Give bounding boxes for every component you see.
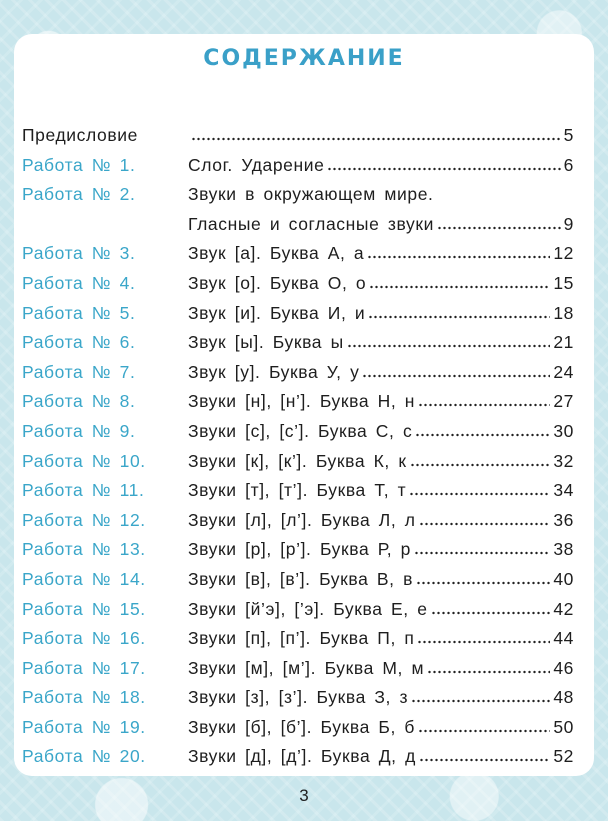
toc-row bbox=[22, 210, 574, 240]
toc-entry-title: Звуки [к], [к’]. Буква К, к bbox=[188, 450, 407, 471]
toc-entry bbox=[188, 125, 574, 146]
toc-page-number: 36 bbox=[553, 509, 574, 530]
table-of-contents bbox=[22, 121, 574, 772]
dot-leader bbox=[418, 719, 550, 733]
toc-entry-title: Звуки [л], [л’]. Буква Л, л bbox=[188, 509, 416, 530]
toc-page-number: 46 bbox=[553, 657, 574, 678]
toc-row bbox=[22, 742, 574, 772]
toc-page-number: 42 bbox=[553, 598, 574, 619]
dot-leader bbox=[417, 630, 550, 644]
toc-row bbox=[22, 387, 574, 417]
toc-work-label: Работа № 20. bbox=[22, 746, 146, 767]
toc-entry-title: Звуки [м], [м’]. Буква М, м bbox=[188, 657, 425, 678]
toc-row bbox=[22, 624, 574, 654]
toc-page-number: 30 bbox=[553, 420, 574, 441]
dot-leader bbox=[418, 393, 550, 407]
toc-entry-title: Звуки [н], [н’]. Буква Н, н bbox=[188, 391, 416, 412]
toc-work-label: Работа № 8. bbox=[22, 391, 136, 412]
toc-page-number: 44 bbox=[553, 628, 574, 649]
toc-work-label: Работа № 5. bbox=[22, 302, 136, 323]
dot-leader bbox=[411, 689, 550, 703]
toc-entry-title: Слог. Ударение bbox=[188, 154, 325, 175]
toc-entry bbox=[188, 687, 574, 708]
toc-work-label: Работа № 4. bbox=[22, 272, 136, 293]
toc-page-number: 34 bbox=[553, 480, 574, 501]
dot-leader bbox=[415, 423, 550, 437]
toc-entry bbox=[188, 628, 574, 649]
toc-row bbox=[22, 358, 574, 388]
toc-work-label: Работа № 3. bbox=[22, 243, 136, 264]
toc-entry-title: Гласные и согласные звуки bbox=[188, 213, 434, 234]
dot-leader bbox=[414, 541, 550, 555]
toc-row bbox=[22, 417, 574, 447]
toc-entry bbox=[188, 303, 574, 324]
toc-page-number: 18 bbox=[553, 302, 574, 323]
dot-leader bbox=[369, 275, 550, 289]
toc-page-number: 38 bbox=[553, 539, 574, 560]
page-title: СОДЕРЖАНИЕ bbox=[203, 46, 405, 71]
toc-entry-title: Звуки [с], [с’]. Буква С, с bbox=[188, 420, 413, 441]
toc-work-label: Работа № 13. bbox=[22, 539, 146, 560]
toc-row bbox=[22, 269, 574, 299]
toc-entry bbox=[188, 599, 574, 620]
toc-entry bbox=[188, 391, 574, 412]
dot-leader bbox=[191, 127, 561, 141]
toc-work-label: Работа № 14. bbox=[22, 568, 146, 589]
toc-entry bbox=[188, 539, 574, 560]
toc-page-number: 21 bbox=[553, 332, 574, 353]
toc-row bbox=[22, 180, 574, 210]
toc-row bbox=[22, 565, 574, 595]
toc-entry-title: Звуки [з], [з’]. Буква З, з bbox=[188, 687, 409, 708]
dot-leader bbox=[327, 157, 560, 171]
toc-row bbox=[22, 151, 574, 181]
toc-work-label: Работа № 12. bbox=[22, 509, 146, 530]
toc-work-label: Работа № 9. bbox=[22, 420, 136, 441]
toc-entry bbox=[188, 243, 574, 264]
toc-row bbox=[22, 121, 574, 151]
toc-page-number: 48 bbox=[553, 687, 574, 708]
toc-entry-title: Звуки [в], [в’]. Буква В, в bbox=[188, 568, 413, 589]
dot-leader bbox=[410, 453, 551, 467]
dot-leader bbox=[368, 305, 550, 319]
dot-leader bbox=[431, 601, 551, 615]
toc-row bbox=[22, 447, 574, 477]
toc-entry bbox=[188, 155, 574, 176]
toc-entry bbox=[188, 658, 574, 679]
toc-page-number: 12 bbox=[553, 243, 574, 264]
toc-entry bbox=[188, 451, 574, 472]
toc-work-label: Работа № 11. bbox=[22, 480, 145, 501]
toc-row bbox=[22, 299, 574, 329]
toc-row bbox=[22, 595, 574, 625]
toc-work-label: Работа № 6. bbox=[22, 332, 136, 353]
toc-page-number: 9 bbox=[563, 213, 574, 234]
dot-leader bbox=[416, 571, 550, 585]
toc-work-label: Работа № 19. bbox=[22, 716, 146, 737]
toc-entry bbox=[188, 569, 574, 590]
toc-entry bbox=[188, 421, 574, 442]
toc-entry bbox=[188, 510, 574, 531]
toc-entry-title: Звук [а]. Буква А, а bbox=[188, 243, 365, 264]
toc-entry-title: Звуки [т], [т’]. Буква Т, т bbox=[188, 480, 407, 501]
toc-entry bbox=[188, 362, 574, 383]
toc-row bbox=[22, 713, 574, 743]
dot-leader bbox=[409, 482, 550, 496]
toc-page-number: 24 bbox=[553, 361, 574, 382]
toc-entry-title: Звуки [й’э], [’э]. Буква Е, е bbox=[188, 598, 428, 619]
toc-entry bbox=[188, 332, 574, 353]
toc-work-label: Работа № 7. bbox=[22, 361, 136, 382]
dot-leader bbox=[419, 512, 551, 526]
dot-leader bbox=[437, 216, 561, 230]
dot-leader bbox=[347, 334, 551, 348]
toc-entry-title: Звуки [д], [д’]. Буква Д, д bbox=[188, 746, 416, 767]
toc-row bbox=[22, 328, 574, 358]
toc-page-number: 15 bbox=[553, 272, 574, 293]
toc-entry-title: Звуки в окружающем мире. bbox=[188, 184, 434, 205]
toc-page-number: 50 bbox=[553, 716, 574, 737]
toc-work-label: Работа № 17. bbox=[22, 657, 146, 678]
dot-leader bbox=[367, 245, 550, 259]
toc-row bbox=[22, 239, 574, 269]
toc-page-number: 40 bbox=[553, 568, 574, 589]
dot-leader bbox=[362, 364, 550, 378]
toc-entry-title: Звук [и]. Буква И, и bbox=[188, 302, 366, 323]
toc-entry bbox=[188, 273, 574, 294]
page-number: 3 bbox=[299, 786, 309, 805]
dot-leader bbox=[419, 748, 550, 762]
toc-entry bbox=[188, 214, 574, 235]
toc-page-number: 5 bbox=[563, 125, 574, 145]
toc-work-label: Работа № 1. bbox=[22, 154, 136, 175]
toc-page-number: 27 bbox=[553, 391, 574, 412]
toc-page-number: 6 bbox=[563, 154, 574, 175]
toc-row bbox=[22, 535, 574, 565]
toc-entry-title: Звуки [р], [р’]. Буква Р, р bbox=[188, 539, 411, 560]
toc-work-label: Работа № 18. bbox=[22, 687, 146, 708]
toc-work-label: Работа № 10. bbox=[22, 450, 146, 471]
toc-entry-title: Звуки [п], [п’]. Буква П, п bbox=[188, 628, 415, 649]
dot-leader bbox=[427, 660, 550, 674]
toc-entry bbox=[188, 717, 574, 738]
toc-entry-title: Звук [у]. Буква У, у bbox=[188, 361, 360, 382]
toc-entry bbox=[188, 480, 574, 501]
toc-work-label: Работа № 16. bbox=[22, 628, 146, 649]
toc-row bbox=[22, 476, 574, 506]
toc-page-number: 32 bbox=[553, 450, 574, 471]
toc-work-label: Предисловие bbox=[22, 125, 138, 145]
toc-entry bbox=[188, 184, 574, 205]
toc-entry-title: Звуки [б], [б’]. Буква Б, б bbox=[188, 716, 415, 737]
toc-entry-title: Звук [о]. Буква О, о bbox=[188, 272, 367, 293]
toc-row bbox=[22, 654, 574, 684]
toc-row bbox=[22, 683, 574, 713]
toc-work-label: Работа № 2. bbox=[22, 184, 136, 205]
toc-entry bbox=[188, 746, 574, 767]
toc-page-number: 52 bbox=[553, 746, 574, 767]
toc-entry-title: Звук [ы]. Буква ы bbox=[188, 332, 344, 353]
toc-work-label: Работа № 15. bbox=[22, 598, 146, 619]
toc-row bbox=[22, 506, 574, 536]
